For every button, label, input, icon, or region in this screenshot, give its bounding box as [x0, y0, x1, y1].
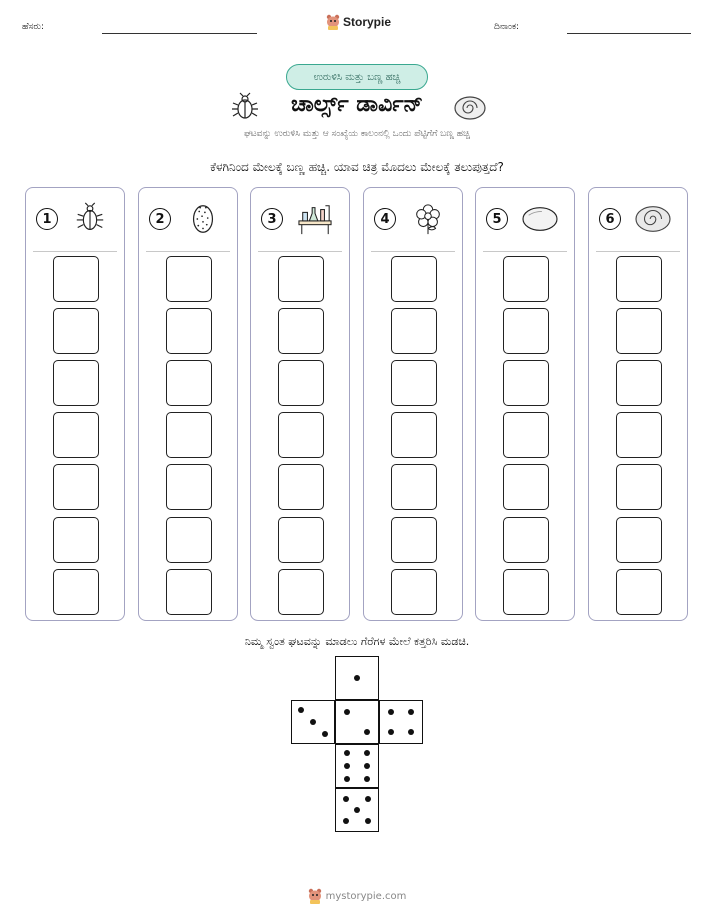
column-number: 3 [261, 208, 283, 230]
date-label: ದಿನಾಂಕ: [494, 22, 520, 32]
column-header [364, 188, 462, 248]
die-pip [365, 796, 371, 802]
column-number: 5 [486, 208, 508, 230]
column-number: 1 [36, 208, 58, 230]
color-box[interactable] [391, 464, 437, 510]
footer-url: mystorypie.com [325, 890, 407, 902]
color-box[interactable] [53, 360, 99, 406]
color-box[interactable] [278, 308, 324, 354]
color-box[interactable] [616, 308, 662, 354]
name-line [102, 33, 257, 34]
color-box[interactable] [503, 360, 549, 406]
brand-name: Storypie [343, 15, 392, 29]
column-4 [363, 187, 463, 621]
color-box[interactable] [503, 569, 549, 615]
die-face-2 [335, 700, 379, 744]
color-box[interactable] [616, 360, 662, 406]
column-1 [25, 187, 125, 621]
die-pip [364, 763, 370, 769]
color-box[interactable] [166, 256, 212, 302]
color-box[interactable] [278, 412, 324, 458]
die-pip [408, 709, 414, 715]
column-divider [483, 251, 567, 252]
activity-badge [286, 64, 428, 90]
color-box[interactable] [278, 256, 324, 302]
die-pip [343, 818, 349, 824]
color-box[interactable] [53, 256, 99, 302]
color-box[interactable] [616, 517, 662, 563]
color-box[interactable] [503, 517, 549, 563]
pebble-icon [520, 202, 560, 236]
column-number: 4 [374, 208, 396, 230]
die-pip [344, 776, 350, 782]
column-number: 2 [149, 208, 171, 230]
color-box[interactable] [166, 517, 212, 563]
column-header [26, 188, 124, 248]
die-pip [364, 750, 370, 756]
column-number: 6 [599, 208, 621, 230]
color-box[interactable] [616, 412, 662, 458]
die-pip [364, 776, 370, 782]
date-line [567, 33, 691, 34]
storypie-mascot-icon [326, 14, 340, 30]
column-header [251, 188, 349, 248]
column-header [589, 188, 687, 248]
die-pip [310, 719, 316, 725]
color-box[interactable] [391, 256, 437, 302]
die-face-3 [291, 700, 335, 744]
color-box[interactable] [616, 464, 662, 510]
color-box[interactable] [53, 464, 99, 510]
column-divider [146, 251, 230, 252]
brand-logo [326, 14, 391, 30]
die-pip [364, 729, 370, 735]
column-3 [250, 187, 350, 621]
color-box[interactable] [391, 569, 437, 615]
die-pip [344, 750, 350, 756]
flower-icon [408, 202, 448, 236]
die-pip [344, 709, 350, 715]
beetle-icon [70, 202, 110, 236]
page-title: ಚಾರ್ಲ್ಸ್ ಡಾರ್ವಿನ್ [290, 92, 424, 117]
color-box[interactable] [391, 308, 437, 354]
color-box[interactable] [166, 308, 212, 354]
cut-instruction: ನಿಮ್ಮ ಸ್ವಂತ ಘಟವನ್ನು ಮಾಡಲು ಗೆರೆಗಳ ಮೇಲೆ ಕತ್ತರಿಸಿ ಮಡಚಿ. [244, 635, 470, 648]
color-box[interactable] [166, 412, 212, 458]
badge-text: ಉರುಳಿಸಿ ಮತ್ತು ಬಣ್ಣ ಹಚ್ಚಿ [313, 71, 401, 83]
color-box[interactable] [278, 517, 324, 563]
die-face-1 [335, 656, 379, 700]
die-face-6 [335, 744, 379, 788]
color-box[interactable] [391, 517, 437, 563]
die-face-4 [379, 700, 423, 744]
color-box[interactable] [503, 412, 549, 458]
color-box[interactable] [278, 464, 324, 510]
color-box[interactable] [391, 360, 437, 406]
name-label: ಹೆಸರು: [22, 22, 45, 32]
die-pip [344, 763, 350, 769]
color-box[interactable] [166, 360, 212, 406]
die-pip [343, 796, 349, 802]
column-divider [33, 251, 117, 252]
die-pip [365, 818, 371, 824]
color-box[interactable] [53, 517, 99, 563]
die-pip [388, 729, 394, 735]
color-box[interactable] [278, 360, 324, 406]
column-divider [596, 251, 680, 252]
die-pip [354, 675, 360, 681]
die-face-5 [335, 788, 379, 832]
color-box[interactable] [278, 569, 324, 615]
color-box[interactable] [503, 308, 549, 354]
footer [0, 888, 714, 904]
color-box[interactable] [166, 464, 212, 510]
color-box[interactable] [616, 256, 662, 302]
column-header [139, 188, 237, 248]
column-5 [475, 187, 575, 621]
lab-table-icon [295, 202, 335, 236]
egg-icon [183, 202, 223, 236]
die-pip [388, 709, 394, 715]
die-pip [322, 731, 328, 737]
color-box[interactable] [616, 569, 662, 615]
column-header [476, 188, 574, 248]
color-box[interactable] [503, 464, 549, 510]
column-6 [588, 187, 688, 621]
color-box[interactable] [391, 412, 437, 458]
color-box[interactable] [53, 412, 99, 458]
column-divider [258, 251, 342, 252]
die-pip [408, 729, 414, 735]
die-pip [354, 807, 360, 813]
storypie-mascot-icon [308, 888, 322, 904]
color-box[interactable] [53, 308, 99, 354]
question-text: ಕೆಳಗಿನಿಂದ ಮೇಲಕ್ಕೆ ಬಣ್ಣ ಹಚ್ಚಿ. ಯಾವ ಚಿತ್ರ ಮೊದಲು ಮೇಲಕ್ಕೆ ತಲುಪುತ್ತದೆ? [210, 160, 504, 174]
page-subtitle: ಘಟವನ್ನು ಉರುಳಿಸಿ ಮತ್ತು ಆ ಸಂಖ್ಯೆಯ ಕಾಲಂನಲ್ಲಿ ಒಂದು ಪೆಟ್ಟಿಗೆಗೆ ಬಣ್ಣ ಹಚ್ಚಿ [244, 129, 470, 139]
column-2 [138, 187, 238, 621]
color-box[interactable] [503, 256, 549, 302]
fossil-icon [453, 95, 487, 121]
color-box[interactable] [166, 569, 212, 615]
color-box[interactable] [53, 569, 99, 615]
fossil-icon [633, 202, 673, 236]
column-divider [371, 251, 455, 252]
die-pip [298, 707, 304, 713]
